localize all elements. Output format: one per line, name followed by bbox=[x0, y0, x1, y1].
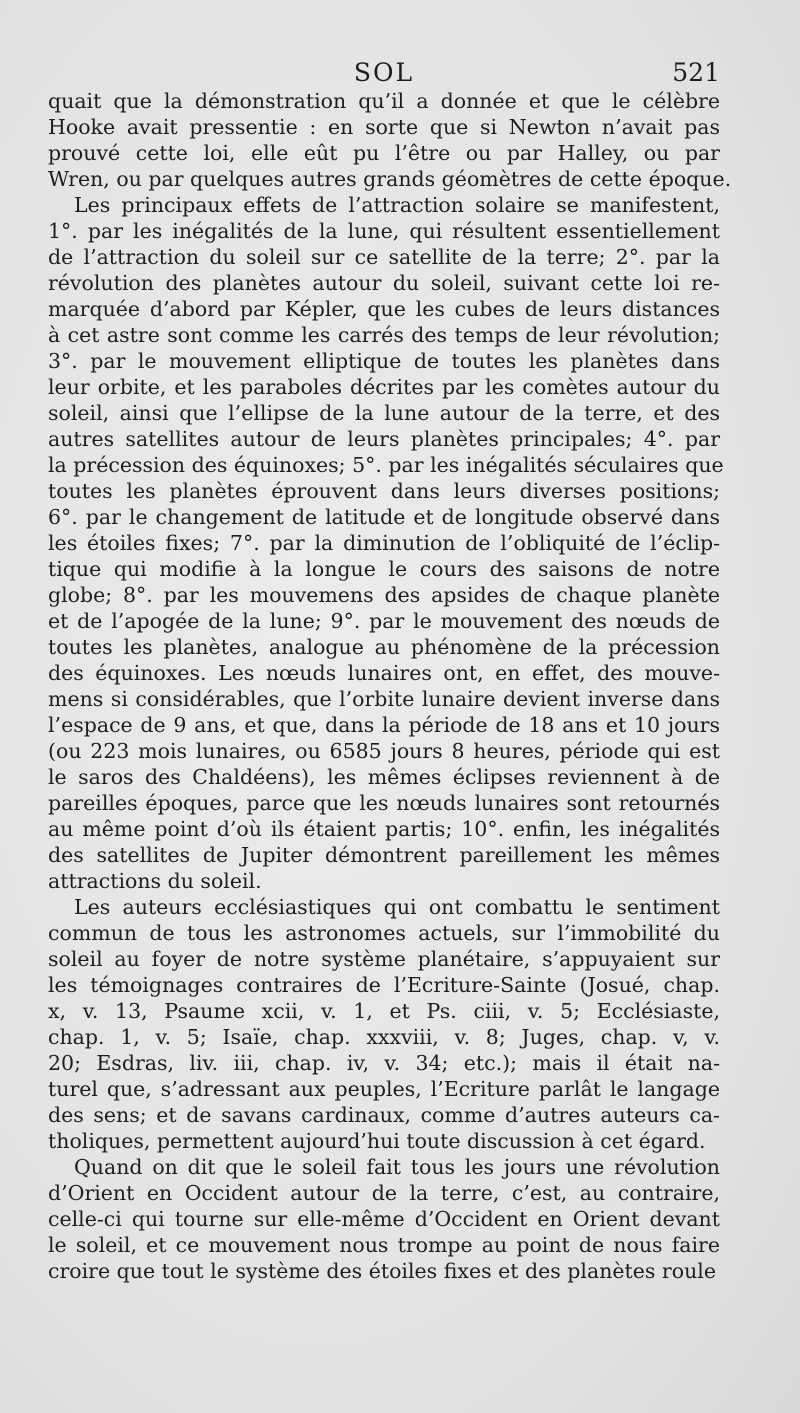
text-line: 1°. par les inégalités de la lune, qui résultent essentiellement bbox=[48, 219, 720, 243]
paragraph bbox=[48, 88, 732, 192]
text-line: Les auteurs ecclésiastiques qui ont combattu le sentiment bbox=[74, 895, 720, 919]
text-line: 6°. par le changement de latitude et de longitude observé dans bbox=[48, 505, 720, 529]
text-line: soleil au foyer de notre système planétaire, s’appuyaient sur bbox=[48, 947, 720, 971]
text-line: toutes les planètes, analogue au phénomène de la précession bbox=[48, 635, 720, 659]
text-line: turel que, s’adressant aux peuples, l’Ecriture parlât le langage bbox=[48, 1077, 720, 1101]
text-line: croire que tout le système des étoiles fixes et des planètes roule bbox=[48, 1259, 716, 1283]
text-line: les étoiles fixes; 7°. par la diminution de l’obliquité de l’éclip- bbox=[48, 531, 720, 555]
text-line: 3°. par le mouvement elliptique de toutes les planètes dans bbox=[48, 349, 720, 373]
text-line: des satellites de Jupiter démontrent pareillement les mêmes bbox=[48, 843, 720, 867]
text-line: le soleil, et ce mouvement nous trompe au point de nous faire bbox=[48, 1233, 720, 1257]
text-line: et de l’apogée de la lune; 9°. par le mouvement des nœuds de bbox=[48, 609, 720, 633]
text-line: globe; 8°. par les mouvemens des apsides de chaque planète bbox=[48, 583, 720, 607]
paragraph bbox=[48, 192, 724, 894]
text-line: pareilles époques, parce que les nœuds lunaires sont retournés bbox=[48, 791, 720, 815]
text-line: 20; Esdras, liv. iii, chap. iv, v. 34; etc.); mais il était na- bbox=[48, 1051, 720, 1075]
text-line: (ou 223 mois lunaires, ou 6585 jours 8 heures, période qui est bbox=[48, 739, 720, 763]
text-line: les témoignages contraires de l’Ecriture-Sainte (Josué, chap. bbox=[48, 973, 720, 997]
text-line: toutes les planètes éprouvent dans leurs diverses positions; bbox=[48, 479, 720, 503]
text-line: quait que la démonstration qu’il a donnée et que le célèbre bbox=[48, 89, 720, 113]
text-line: Quand on dit que le soleil fait tous les jours une révolution bbox=[74, 1155, 720, 1179]
text-line: autres satellites autour de leurs planètes principales; 4°. par bbox=[48, 427, 720, 451]
text-line: au même point d’où ils étaient partis; 10°. enfin, les inégalités bbox=[48, 817, 720, 841]
paragraph bbox=[48, 1154, 720, 1284]
text-line: des sens; et de savans cardinaux, comme d’autres auteurs ca- bbox=[48, 1103, 720, 1127]
text-line: la précession des équinoxes; 5°. par les inégalités séculaires que bbox=[48, 453, 724, 477]
text-line: prouvé cette loi, elle eût pu l’être ou par Halley, ou par bbox=[48, 141, 720, 165]
text-line: à cet astre sont comme les carrés des temps de leur révolution; bbox=[48, 323, 720, 347]
text-line: l’espace de 9 ans, et que, dans la période de 18 ans et 10 jours bbox=[48, 713, 720, 737]
text-line: Les principaux effets de l’attraction solaire se manifestent, bbox=[74, 193, 720, 217]
paragraph bbox=[48, 894, 720, 1154]
text-line: le saros des Chaldéens), les mêmes éclipses reviennent à de bbox=[48, 765, 720, 789]
text-line: mens si considérables, que l’orbite lunaire devient inverse dans bbox=[48, 687, 720, 711]
text-line: Wren, ou par quelques autres grands géomètres de cette époque. bbox=[48, 167, 732, 191]
body-text bbox=[48, 88, 732, 1284]
text-line: tholiques, permettent aujourd’hui toute discussion à cet égard. bbox=[48, 1129, 706, 1153]
text-line: commun de tous les astronomes actuels, sur l’immobilité du bbox=[48, 921, 720, 945]
text-line: d’Orient en Occident autour de la terre, c’est, au contraire, bbox=[48, 1181, 720, 1205]
text-line: x, v. 13, Psaume xcii, v. 1, et Ps. ciii, v. 5; Ecclésiaste, bbox=[48, 999, 720, 1023]
text-line: Hooke avait pressentie : en sorte que si Newton n’avait pas bbox=[48, 115, 720, 139]
text-line: celle-ci qui tourne sur elle-même d’Occident en Orient devant bbox=[48, 1207, 720, 1231]
text-line: tique qui modifie à la longue le cours des saisons de notre bbox=[48, 557, 720, 581]
text-line: leur orbite, et les paraboles décrites par les comètes autour du bbox=[48, 375, 720, 399]
text-line: chap. 1, v. 5; Isaïe, chap. xxxviii, v. 8; Juges, chap. v, v. bbox=[48, 1025, 720, 1049]
text-line: attractions du soleil. bbox=[48, 869, 262, 893]
text-line: révolution des planètes autour du soleil, suivant cette loi re- bbox=[48, 271, 720, 295]
running-title: SOL bbox=[353, 58, 415, 87]
page-number: 521 bbox=[672, 58, 720, 87]
text-line: marquée d’abord par Képler, que les cubes de leurs distances bbox=[48, 297, 720, 321]
text-line: soleil, ainsi que l’ellipse de la lune autour de la terre, et des bbox=[48, 401, 720, 425]
text-line: des équinoxes. Les nœuds lunaires ont, en effet, des mouve- bbox=[48, 661, 720, 685]
text-line: de l’attraction du soleil sur ce satellite de la terre; 2°. par la bbox=[48, 245, 720, 269]
